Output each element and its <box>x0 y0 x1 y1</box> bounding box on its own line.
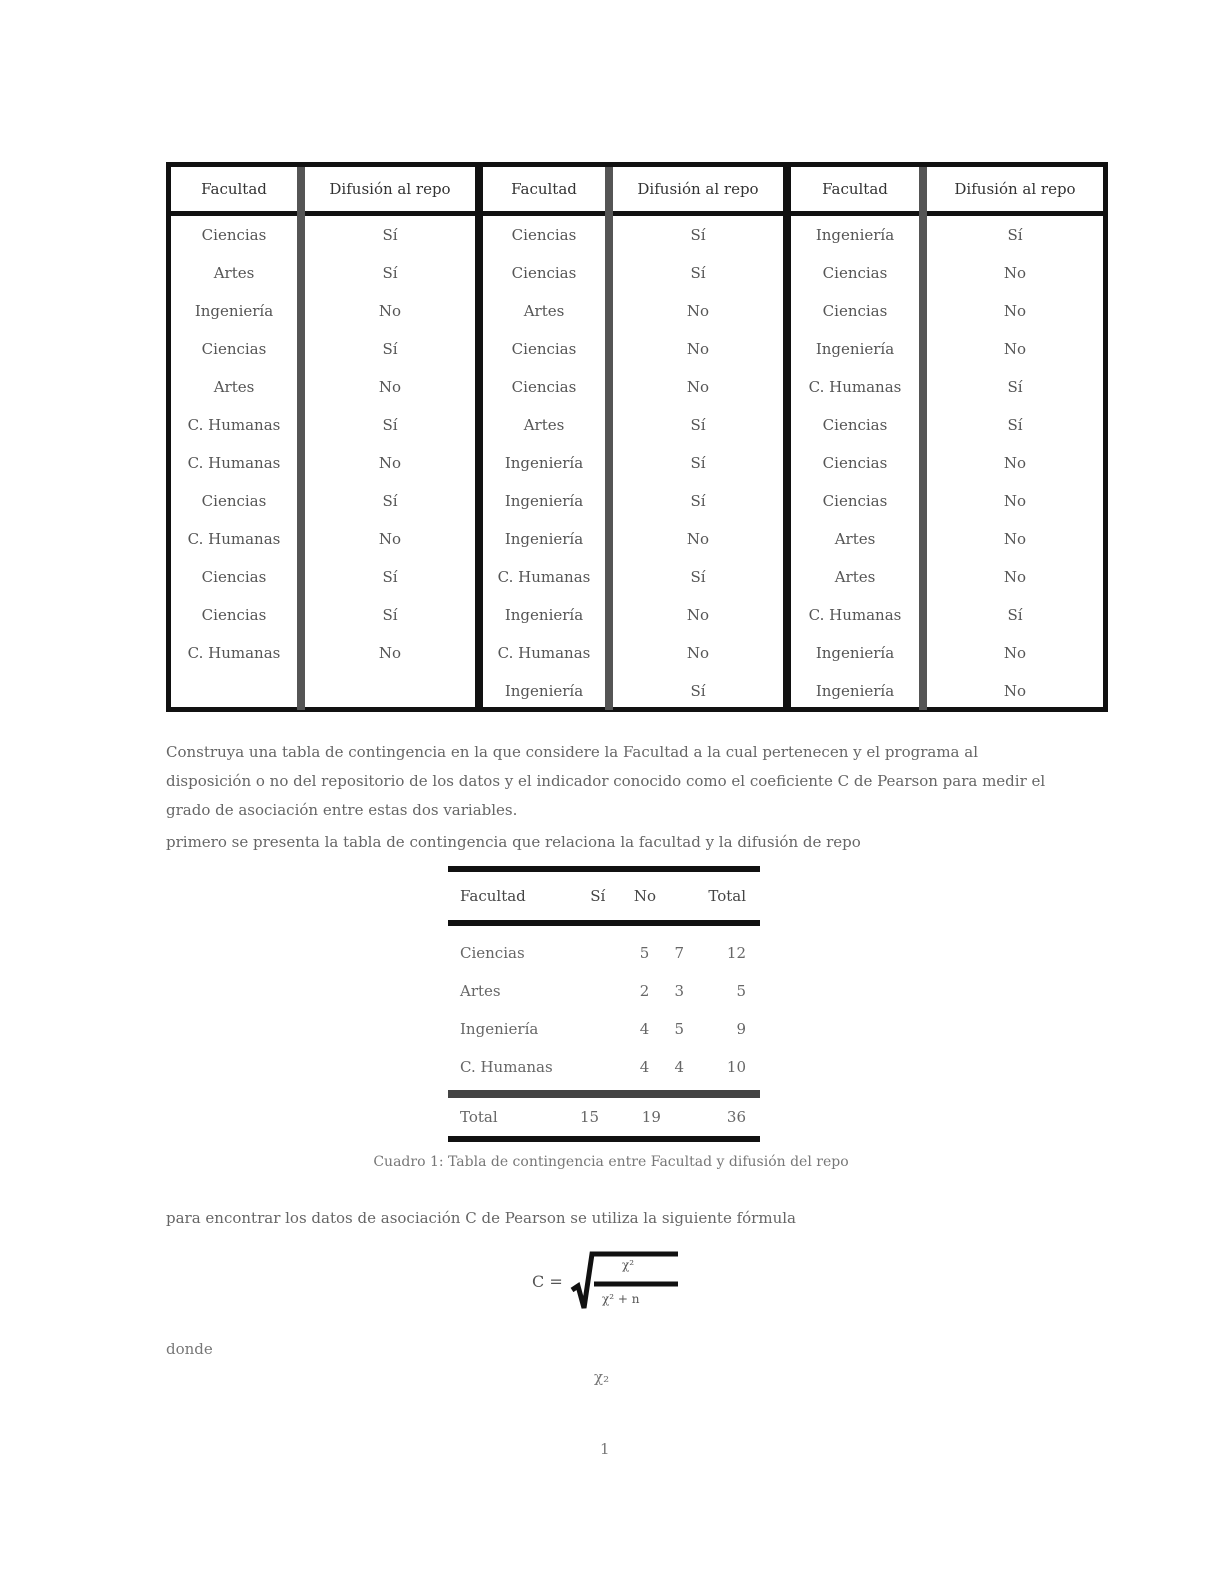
table-row <box>171 672 1103 710</box>
faculty-data-table <box>166 162 1108 712</box>
facultad-cell: Ciencias <box>787 292 923 330</box>
difusion-cell: No <box>1003 568 1027 586</box>
contingency-si-cell: 5 <box>639 944 650 962</box>
contingency-table <box>448 866 760 1142</box>
difusion-cell: Sí <box>301 254 479 292</box>
column-header-facultad-2: Facultad <box>479 167 609 214</box>
contingency-header-si: Sí <box>590 887 606 905</box>
difusion-cell: Sí <box>609 214 787 255</box>
table-row <box>171 368 1103 406</box>
column-header-difusion-1: Difusión al repo <box>301 167 479 214</box>
page-number: 1 <box>600 1440 610 1458</box>
facultad-cell: C. Humanas <box>787 596 923 634</box>
facultad-cell: Ingeniería <box>479 520 609 558</box>
bottom-rule <box>448 1136 760 1142</box>
difusion-cell: No <box>301 634 479 672</box>
facultad-cell: Artes <box>171 254 301 292</box>
difusion-cell: Sí <box>301 330 479 368</box>
difusion-cell: No <box>609 330 787 368</box>
difusion-cell: Sí <box>301 406 479 444</box>
difusion-cell: No <box>301 444 479 482</box>
facultad-cell: C. Humanas <box>171 444 301 482</box>
facultad-cell: Ciencias <box>787 406 923 444</box>
difusion-cell: Sí <box>1007 378 1023 396</box>
difusion-cell: No <box>301 292 479 330</box>
contingency-no-cell: 7 <box>674 944 685 962</box>
formula-intro-paragraph: para encontrar los datos de asociación C de Pearson se utiliza la siguiente fórmula <box>166 1209 796 1227</box>
contingency-row <box>448 1010 760 1048</box>
facultad-cell: Ciencias <box>787 444 923 482</box>
table-row <box>171 292 1103 330</box>
difusion-cell: Sí <box>609 254 787 292</box>
contingency-row <box>448 1048 760 1086</box>
difusion-cell: Sí <box>609 558 787 596</box>
table-row <box>171 520 1103 558</box>
difusion-cell: No <box>609 292 787 330</box>
contingency-facultad-cell: Ingeniería <box>460 1020 539 1038</box>
difusion-cell: Sí <box>1007 606 1023 624</box>
difusion-cell: No <box>301 520 479 558</box>
total-no: 19 <box>641 1108 661 1126</box>
facultad-cell: Ciencias <box>171 330 301 368</box>
difusion-cell: Sí <box>301 596 479 634</box>
facultad-cell: Artes <box>787 520 923 558</box>
table-row <box>171 330 1103 368</box>
difusion-cell: No <box>1003 530 1027 548</box>
contingency-total-cell: 5 <box>736 982 746 1000</box>
column-header-difusion-2: Difusión al repo <box>609 167 787 214</box>
facultad-cell: Ingeniería <box>479 482 609 520</box>
facultad-cell: Ciencias <box>171 482 301 520</box>
total-si: 15 <box>579 1108 600 1126</box>
facultad-cell: Ingeniería <box>171 292 301 330</box>
contingency-facultad-cell: Artes <box>460 982 501 1000</box>
column-header-facultad-3: Facultad <box>787 167 923 214</box>
difusion-cell: No <box>1003 264 1027 282</box>
contingency-total-cell: 12 <box>726 944 746 962</box>
table-row <box>171 596 1103 634</box>
facultad-cell: Ingeniería <box>787 672 923 710</box>
facultad-cell: C. Humanas <box>171 406 301 444</box>
facultad-cell: C. Humanas <box>171 634 301 672</box>
difusion-cell <box>301 672 479 710</box>
facultad-cell: Ingeniería <box>479 444 609 482</box>
contingency-header-no: No <box>633 887 657 905</box>
formula-lhs: C = <box>532 1272 563 1291</box>
difusion-cell: No <box>609 634 787 672</box>
difusion-cell: No <box>301 368 479 406</box>
difusion-cell: No <box>609 368 787 406</box>
facultad-cell: Ingeniería <box>787 634 923 672</box>
facultad-cell: Ciencias <box>479 368 609 406</box>
contingency-si-cell: 4 <box>639 1020 650 1038</box>
table-row <box>171 482 1103 520</box>
table-row <box>171 214 1103 255</box>
total-label: Total <box>460 1108 498 1126</box>
contingency-row <box>448 934 760 972</box>
facultad-cell: Ciencias <box>479 214 609 255</box>
facultad-cell: Artes <box>479 406 609 444</box>
table-row <box>171 406 1103 444</box>
column-header-facultad-1: Facultad <box>171 167 301 214</box>
contingency-header-row <box>448 872 760 920</box>
facultad-cell: Ingeniería <box>479 596 609 634</box>
total-total: 36 <box>726 1108 746 1126</box>
facultad-cell <box>171 672 301 710</box>
facultad-cell: Artes <box>479 292 609 330</box>
difusion-cell: Sí <box>609 406 787 444</box>
difusion-cell: No <box>1003 454 1027 472</box>
facultad-cell: C. Humanas <box>787 368 923 406</box>
facultad-cell: Ingeniería <box>787 330 923 368</box>
contingency-no-cell: 3 <box>674 982 685 1000</box>
contingency-si-cell: 2 <box>639 982 650 1000</box>
header-rule <box>448 920 760 926</box>
data-table-header-row <box>171 167 1103 214</box>
instructions-paragraph: Construya una tabla de contingencia en la que considere la Facultad a la cual pertenecen y el programa al disposición o no del repositorio de los datos y el indicador conocido como el coeficiente C de Pearson para medir el grado de asociación entre estas dos variables. <box>166 743 1046 819</box>
contingency-no-cell: 5 <box>674 1020 685 1038</box>
contingency-facultad-cell: Ciencias <box>460 944 525 962</box>
contingency-si-cell: 4 <box>639 1058 650 1076</box>
difusion-cell: Sí <box>609 444 787 482</box>
facultad-cell: Artes <box>171 368 301 406</box>
difusion-cell: Sí <box>609 482 787 520</box>
contingency-total-row <box>448 1098 760 1136</box>
chi-square-symbol: χ₂ <box>594 1368 610 1386</box>
table-row <box>171 444 1103 482</box>
difusion-cell: No <box>1003 644 1027 662</box>
table-caption: Cuadro 1: Tabla de contingencia entre Facultad y difusión del repo <box>373 1154 849 1170</box>
difusion-cell: No <box>1003 340 1027 358</box>
difusion-cell: Sí <box>301 558 479 596</box>
facultad-cell: Ciencias <box>171 214 301 255</box>
difusion-cell: No <box>1003 682 1027 700</box>
contingency-total-cell: 10 <box>726 1058 746 1076</box>
facultad-cell: Ciencias <box>787 254 923 292</box>
difusion-cell: Sí <box>301 482 479 520</box>
facultad-cell: C. Humanas <box>479 558 609 596</box>
intro-paragraph: primero se presenta la tabla de contingencia que relaciona la facultad y la difusión de repo <box>166 833 861 851</box>
table-row <box>171 254 1103 292</box>
total-rule <box>448 1090 760 1098</box>
contingency-header-total: Total <box>708 887 746 905</box>
table-row <box>171 558 1103 596</box>
difusion-cell: No <box>1003 302 1027 320</box>
facultad-cell: Ciencias <box>479 254 609 292</box>
contingency-no-cell: 4 <box>674 1058 685 1076</box>
facultad-cell: Ciencias <box>787 482 923 520</box>
pearson-c-formula <box>532 1248 692 1318</box>
facultad-cell: Ciencias <box>479 330 609 368</box>
facultad-cell: Artes <box>787 558 923 596</box>
facultad-cell: Ingeniería <box>479 672 609 710</box>
difusion-cell: Sí <box>609 672 787 710</box>
table-row <box>171 634 1103 672</box>
facultad-cell: Ciencias <box>171 558 301 596</box>
formula-numerator: χ² <box>622 1258 635 1272</box>
difusion-cell: Sí <box>1007 416 1023 434</box>
contingency-header-facultad: Facultad <box>460 887 526 905</box>
facultad-cell: C. Humanas <box>479 634 609 672</box>
contingency-total-cell: 9 <box>736 1020 746 1038</box>
difusion-cell: No <box>1003 492 1027 510</box>
contingency-facultad-cell: C. Humanas <box>460 1058 553 1076</box>
difusion-cell: No <box>609 596 787 634</box>
difusion-cell: Sí <box>1007 226 1023 244</box>
facultad-cell: Ingeniería <box>787 214 923 255</box>
facultad-cell: Ciencias <box>171 596 301 634</box>
facultad-cell: C. Humanas <box>171 520 301 558</box>
donde-label: donde <box>166 1340 213 1358</box>
contingency-row <box>448 972 760 1010</box>
difusion-cell: No <box>609 520 787 558</box>
column-header-difusion-3: Difusión al repo <box>923 167 1103 214</box>
difusion-cell: Sí <box>301 214 479 255</box>
formula-denominator: χ² + n <box>602 1292 640 1306</box>
